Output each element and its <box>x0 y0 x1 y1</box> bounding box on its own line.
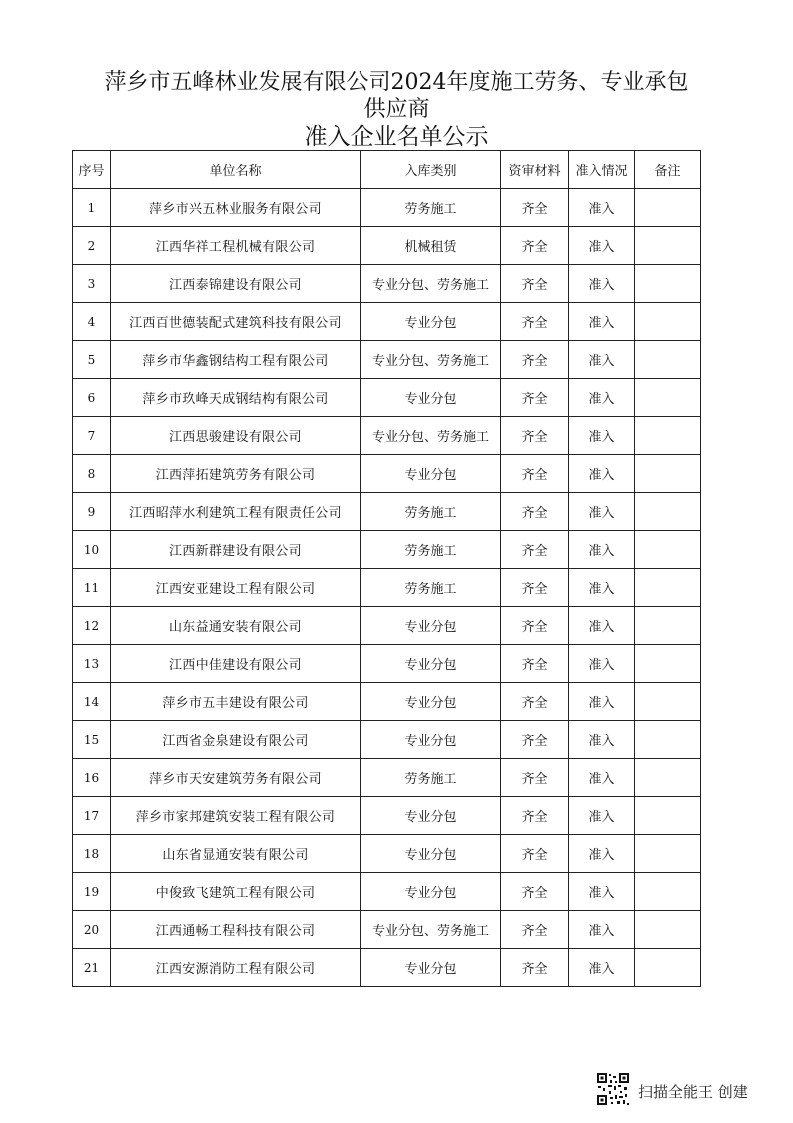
cell-company-name: 萍乡市玖峰天成钢结构有限公司 <box>111 379 361 417</box>
table-row <box>73 759 701 797</box>
table-row <box>73 721 701 759</box>
cell-seq: 13 <box>73 645 111 683</box>
cell-materials: 齐全 <box>501 721 569 759</box>
cell-remarks <box>635 683 701 721</box>
cell-company-name: 萍乡市兴五林业服务有限公司 <box>111 189 361 227</box>
supplier-table <box>72 150 701 987</box>
cell-status: 准入 <box>569 645 635 683</box>
cell-remarks <box>635 911 701 949</box>
cell-status: 准入 <box>569 949 635 987</box>
cell-remarks <box>635 303 701 341</box>
cell-seq: 20 <box>73 911 111 949</box>
cell-remarks <box>635 645 701 683</box>
cell-remarks <box>635 721 701 759</box>
cell-remarks <box>635 265 701 303</box>
cell-seq: 21 <box>73 949 111 987</box>
table-row <box>73 531 701 569</box>
table-row <box>73 341 701 379</box>
cell-company-name: 萍乡市家邦建筑安装工程有限公司 <box>111 797 361 835</box>
cell-seq: 3 <box>73 265 111 303</box>
cell-seq: 11 <box>73 569 111 607</box>
cell-materials: 齐全 <box>501 911 569 949</box>
cell-status: 准入 <box>569 303 635 341</box>
cell-seq: 12 <box>73 607 111 645</box>
cell-company-name: 萍乡市五丰建设有限公司 <box>111 683 361 721</box>
cell-company-name: 萍乡市华鑫钢结构工程有限公司 <box>111 341 361 379</box>
scanner-watermark <box>596 1072 776 1112</box>
cell-status: 准入 <box>569 265 635 303</box>
cell-company-name: 江西昭萍水利建筑工程有限责任公司 <box>111 493 361 531</box>
cell-seq: 19 <box>73 873 111 911</box>
cell-category: 专业分包 <box>361 645 501 683</box>
table-row <box>73 227 701 265</box>
cell-company-name: 江西通畅工程科技有限公司 <box>111 911 361 949</box>
cell-category: 专业分包、劳务施工 <box>361 341 501 379</box>
table-row <box>73 607 701 645</box>
cell-remarks <box>635 379 701 417</box>
cell-seq: 1 <box>73 189 111 227</box>
cell-seq: 16 <box>73 759 111 797</box>
cell-status: 准入 <box>569 569 635 607</box>
header-status: 准入情况 <box>569 151 635 189</box>
cell-company-name: 江西中佳建设有限公司 <box>111 645 361 683</box>
cell-category: 专业分包、劳务施工 <box>361 911 501 949</box>
cell-seq: 5 <box>73 341 111 379</box>
title-line-2: 供应商 <box>363 97 430 122</box>
header-seq: 序号 <box>73 151 111 189</box>
cell-company-name: 萍乡市天安建筑劳务有限公司 <box>111 759 361 797</box>
title-line-3: 准入企业名单公示 <box>304 124 489 150</box>
cell-category: 专业分包 <box>361 873 501 911</box>
table-row <box>73 645 701 683</box>
title-line-1: 萍乡市五峰林业发展有限公司2024年度施工劳务、专业承包 <box>104 70 689 95</box>
cell-status: 准入 <box>569 531 635 569</box>
table-row <box>73 949 701 987</box>
cell-category: 劳务施工 <box>361 189 501 227</box>
cell-seq: 18 <box>73 835 111 873</box>
cell-remarks <box>635 417 701 455</box>
header-materials: 资审材料 <box>501 151 569 189</box>
cell-seq: 10 <box>73 531 111 569</box>
cell-materials: 齐全 <box>501 189 569 227</box>
cell-seq: 14 <box>73 683 111 721</box>
table-row <box>73 873 701 911</box>
cell-category: 专业分包 <box>361 835 501 873</box>
cell-materials: 齐全 <box>501 379 569 417</box>
cell-seq: 9 <box>73 493 111 531</box>
cell-status: 准入 <box>569 797 635 835</box>
cell-category: 专业分包、劳务施工 <box>361 265 501 303</box>
cell-category: 专业分包 <box>361 379 501 417</box>
cell-seq: 17 <box>73 797 111 835</box>
cell-materials: 齐全 <box>501 417 569 455</box>
cell-company-name: 江西百世德装配式建筑科技有限公司 <box>111 303 361 341</box>
qr-code-icon <box>596 1072 630 1106</box>
table-row <box>73 417 701 455</box>
table-row <box>73 797 701 835</box>
cell-company-name: 中俊致飞建筑工程有限公司 <box>111 873 361 911</box>
cell-status: 准入 <box>569 493 635 531</box>
cell-remarks <box>635 227 701 265</box>
cell-status: 准入 <box>569 455 635 493</box>
cell-remarks <box>635 873 701 911</box>
cell-status: 准入 <box>569 341 635 379</box>
cell-category: 专业分包 <box>361 455 501 493</box>
cell-company-name: 江西思骏建设有限公司 <box>111 417 361 455</box>
table-row <box>73 189 701 227</box>
cell-materials: 齐全 <box>501 759 569 797</box>
cell-status: 准入 <box>569 379 635 417</box>
cell-category: 劳务施工 <box>361 493 501 531</box>
header-remarks: 备注 <box>635 151 701 189</box>
cell-remarks <box>635 569 701 607</box>
cell-category: 专业分包 <box>361 797 501 835</box>
cell-category: 专业分包 <box>361 721 501 759</box>
cell-remarks <box>635 455 701 493</box>
cell-company-name: 江西省金泉建设有限公司 <box>111 721 361 759</box>
cell-category: 专业分包 <box>361 683 501 721</box>
table-row <box>73 569 701 607</box>
cell-remarks <box>635 759 701 797</box>
cell-materials: 齐全 <box>501 797 569 835</box>
cell-company-name: 江西新群建设有限公司 <box>111 531 361 569</box>
cell-materials: 齐全 <box>501 569 569 607</box>
cell-remarks <box>635 607 701 645</box>
cell-seq: 2 <box>73 227 111 265</box>
table-row <box>73 911 701 949</box>
cell-status: 准入 <box>569 227 635 265</box>
cell-category: 专业分包 <box>361 607 501 645</box>
cell-materials: 齐全 <box>501 265 569 303</box>
table-body <box>73 189 701 987</box>
cell-seq: 15 <box>73 721 111 759</box>
cell-materials: 齐全 <box>501 493 569 531</box>
cell-status: 准入 <box>569 189 635 227</box>
watermark-text: 扫描全能王 创建 <box>638 1083 748 1101</box>
table-row <box>73 455 701 493</box>
cell-materials: 齐全 <box>501 683 569 721</box>
cell-materials: 齐全 <box>501 607 569 645</box>
cell-remarks <box>635 493 701 531</box>
cell-remarks <box>635 949 701 987</box>
cell-remarks <box>635 797 701 835</box>
cell-company-name: 山东省显通安装有限公司 <box>111 835 361 873</box>
cell-remarks <box>635 835 701 873</box>
cell-category: 专业分包 <box>361 949 501 987</box>
cell-materials: 齐全 <box>501 645 569 683</box>
cell-materials: 齐全 <box>501 531 569 569</box>
cell-company-name: 江西萍拓建筑劳务有限公司 <box>111 455 361 493</box>
cell-category: 专业分包 <box>361 303 501 341</box>
table-row <box>73 379 701 417</box>
cell-category: 专业分包、劳务施工 <box>361 417 501 455</box>
cell-status: 准入 <box>569 759 635 797</box>
cell-materials: 齐全 <box>501 303 569 341</box>
cell-company-name: 江西泰锦建设有限公司 <box>111 265 361 303</box>
cell-company-name: 江西华祥工程机械有限公司 <box>111 227 361 265</box>
cell-status: 准入 <box>569 721 635 759</box>
table-row <box>73 683 701 721</box>
cell-remarks <box>635 189 701 227</box>
table-row <box>73 303 701 341</box>
cell-materials: 齐全 <box>501 455 569 493</box>
header-category: 入库类别 <box>361 151 501 189</box>
cell-company-name: 江西安亚建设工程有限公司 <box>111 569 361 607</box>
cell-seq: 4 <box>73 303 111 341</box>
cell-remarks <box>635 341 701 379</box>
cell-materials: 齐全 <box>501 835 569 873</box>
cell-seq: 8 <box>73 455 111 493</box>
cell-materials: 齐全 <box>501 949 569 987</box>
cell-company-name: 山东益通安装有限公司 <box>111 607 361 645</box>
table-row <box>73 265 701 303</box>
cell-materials: 齐全 <box>501 227 569 265</box>
cell-materials: 齐全 <box>501 873 569 911</box>
cell-materials: 齐全 <box>501 341 569 379</box>
cell-remarks <box>635 531 701 569</box>
cell-status: 准入 <box>569 835 635 873</box>
cell-status: 准入 <box>569 417 635 455</box>
table-row <box>73 493 701 531</box>
cell-status: 准入 <box>569 911 635 949</box>
cell-seq: 7 <box>73 417 111 455</box>
cell-company-name: 江西安源消防工程有限公司 <box>111 949 361 987</box>
table-row <box>73 835 701 873</box>
cell-category: 劳务施工 <box>361 759 501 797</box>
cell-seq: 6 <box>73 379 111 417</box>
cell-category: 劳务施工 <box>361 531 501 569</box>
cell-status: 准入 <box>569 607 635 645</box>
cell-category: 劳务施工 <box>361 569 501 607</box>
cell-status: 准入 <box>569 873 635 911</box>
table-header-row <box>73 151 701 189</box>
cell-status: 准入 <box>569 683 635 721</box>
cell-category: 机械租赁 <box>361 227 501 265</box>
header-name: 单位名称 <box>111 151 361 189</box>
